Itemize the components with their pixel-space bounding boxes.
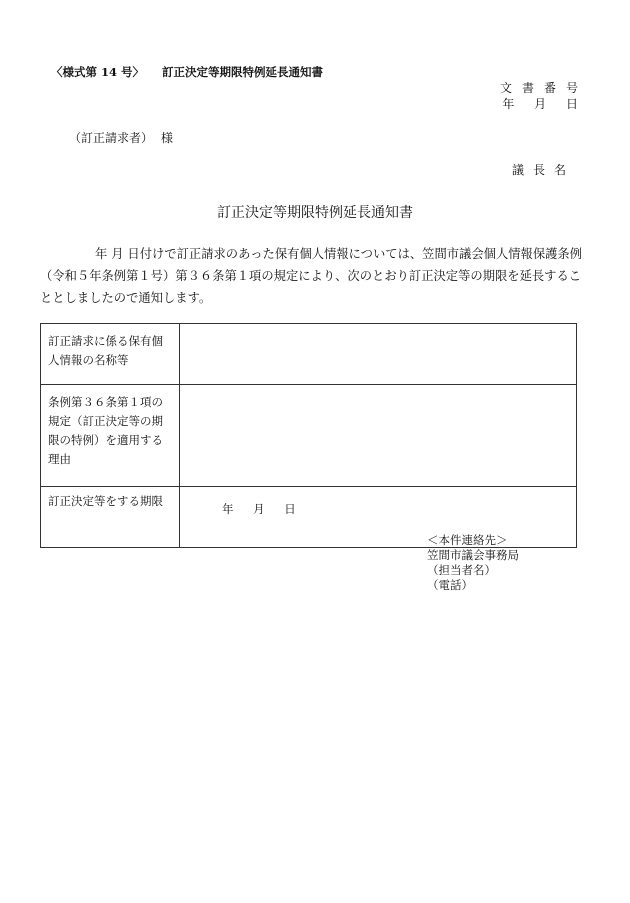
notice-body xyxy=(40,243,583,309)
table-row xyxy=(41,324,577,385)
contact-office: 笠間市議会事務局 xyxy=(427,548,519,562)
document-title: 訂正決定等期限特例延長通知書 xyxy=(217,205,413,221)
row-value-personal-info xyxy=(180,324,577,385)
contact-person: （担当者名） xyxy=(427,563,496,577)
document-number-label: 文書番号 xyxy=(499,81,588,95)
body-line-2: （令和５年条例第１号）第３６条第１項の規定により、次のとおり訂正決定等の期限を延長するこ xyxy=(40,269,582,283)
body-line-1: 年 月 日付けで訂正請求のあった保有個人情報については、笠間市議会個人情報保護条例 xyxy=(95,247,583,261)
row-value-reason xyxy=(180,385,577,487)
contact-heading: ＜本件連絡先＞ xyxy=(427,533,508,547)
row-value-deadline: 年 月 日 xyxy=(180,487,577,548)
table-row xyxy=(41,385,577,487)
body-line-3: ととしましたので通知します。 xyxy=(40,291,212,305)
row-label-deadline: 訂正決定等をする期限 xyxy=(41,487,180,548)
recipient-name: （訂正請求者） xyxy=(69,131,154,145)
form-header-title: 訂正決定等期限特例延長通知書 xyxy=(162,65,324,79)
recipient-line xyxy=(69,129,173,146)
row-label-reason: 条例第３６条第１項の規定（訂正決定等の期限の特例）を適用する理由 xyxy=(41,385,180,487)
form-header xyxy=(51,64,323,80)
extension-details-table xyxy=(40,323,577,548)
issue-date-field: 年 月 日 xyxy=(502,97,578,111)
row-label-personal-info: 訂正請求に係る保有個人情報の名称等 xyxy=(41,324,180,385)
contact-block xyxy=(427,533,519,593)
form-number: 〈様式第 14 号〉 xyxy=(51,65,145,79)
contact-phone: （電話） xyxy=(427,578,473,592)
chair-name-field: 議長名 xyxy=(511,163,575,177)
recipient-honorific: 様 xyxy=(161,131,174,145)
